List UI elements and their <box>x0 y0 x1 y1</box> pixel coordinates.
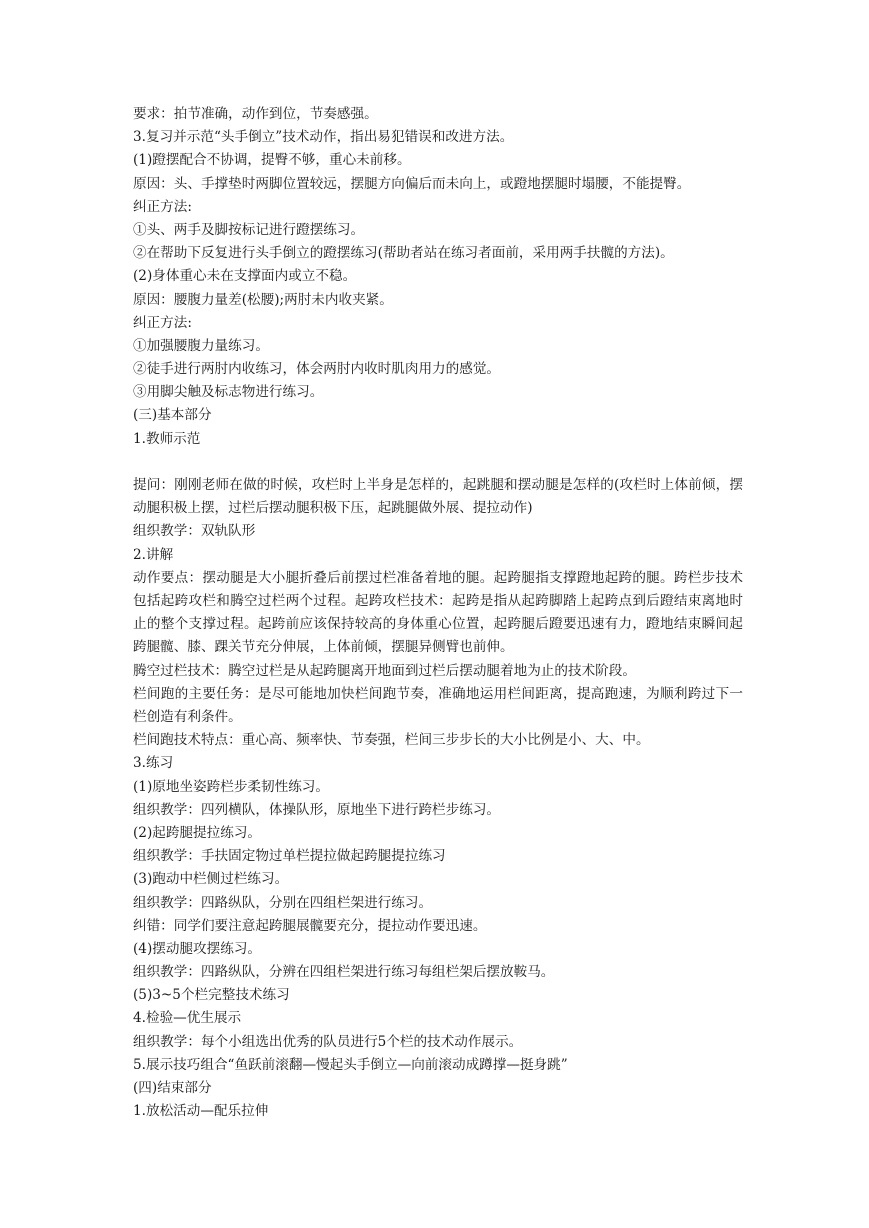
document-body <box>133 103 743 1123</box>
text-line: 栏间跑技术特点：重心高、频率快、节奏强，栏间三步步长的大小比例是小、大、中。 <box>133 732 650 749</box>
text-line: (3)跑动中栏侧过栏练习。 <box>133 871 289 888</box>
text-line: 组织教学：手扶固定物过单栏提拉做起跨腿提拉练习 <box>133 848 446 865</box>
text-line: (2)起跨腿提拉练习。 <box>133 824 262 841</box>
text-line: 1.放松活动—配乐拉伸 <box>133 1103 269 1120</box>
text-line: (1)蹬摆配合不协调，提臀不够，重心未前移。 <box>133 152 411 169</box>
text-line: 1.教师示范 <box>133 430 201 447</box>
text-line: (2)身体重心未在支撑面内或立不稳。 <box>133 268 357 285</box>
text-line: 纠错：同学们要注意起跨腿展髋要充分，提拉动作要迅速。 <box>133 917 487 934</box>
text-line: 2.讲解 <box>133 546 174 563</box>
text-line: 纠正方法: <box>133 314 192 331</box>
text-line: 腾空过栏技术：腾空过栏是从起跨腿离开地面到过栏后摆动腿着地为止的技术阶段。 <box>133 662 636 679</box>
text-line: (5)3~5个栏完整技术练习 <box>133 987 290 1004</box>
blank-line <box>133 451 743 474</box>
text-line: 组织教学：四路纵队，分辨在四组栏架进行练习每组栏架后摆放鞍马。 <box>133 964 555 981</box>
text-line: (三)基本部分 <box>133 407 212 424</box>
text-line: 5.展示技巧组合“鱼跃前滚翻—慢起头手倒立—向前滚动成蹲撑—挺身跳” <box>133 1056 568 1073</box>
text-line: 4.检验—优生展示 <box>133 1010 242 1027</box>
text-line: ③用脚尖触及标志物进行练习。 <box>133 384 324 401</box>
text-line: 原因：头、手撑垫时两脚位置较远，摆腿方向偏后而未向上，或蹬地摆腿时塌腰，不能提臀。 <box>133 175 691 192</box>
text-line: 纠正方法: <box>133 198 192 215</box>
text-line: (1)原地坐姿跨栏步柔韧性练习。 <box>133 778 329 795</box>
text-line: 要求：拍节准确，动作到位，节奏感强。 <box>133 106 378 122</box>
text-line: (4)摆动腿攻摆练习。 <box>133 940 262 957</box>
text-line: 组织教学：四路纵队，分别在四组栏架进行练习。 <box>133 894 433 911</box>
text-line: 3.复习并示范“头手倒立”技术动作，指出易犯错误和改进方法。 <box>133 129 514 146</box>
paragraph: 提问：刚刚老师在做的时候，攻栏时上半身是怎样的，起跳腿和摆动腿是怎样的(攻栏时上体前倾，摆动腿积极上摆，过栏后摆动腿积极下压，起跳腿做外展、提拉动作) <box>133 477 743 517</box>
text-line: 原因：腰腹力量差(松腰);两肘未内收夹紧。 <box>133 291 393 308</box>
text-line: ②徒手进行两肘内收练习，体会两肘内收时肌肉用力的感觉。 <box>133 361 501 378</box>
text-line: (四)结束部分 <box>133 1080 212 1096</box>
text-line: ②在帮助下反复进行头手倒立的蹬摆练习(帮助者站在练习者面前，采用两手扶髋的方法)。 <box>133 245 674 262</box>
text-line: 组织教学：每个小组选出优秀的队员进行5个栏的技术动作展示。 <box>133 1033 523 1050</box>
text-line: ①头、两手及脚按标记进行蹬摆练习。 <box>133 221 365 238</box>
paragraph: 栏间跑的主要任务：是尽可能地加快栏间跑节奏，准确地运用栏间距离，提高跑速，为顺利跨过下一栏创造有利条件。 <box>133 685 743 725</box>
text-line: 组织教学：四列横队，体操队形，原地坐下进行跨栏步练习。 <box>133 801 501 818</box>
text-line: 3.练习 <box>133 755 174 772</box>
text-line: ①加强腰腹力量练习。 <box>133 337 269 354</box>
text-line: 组织教学：双轨队形 <box>133 523 256 540</box>
paragraph: 动作要点：摆动腿是大小腿折叠后前摆过栏准备着地的腿。起跨腿指支撑蹬地起跨的腿。跨栏步技术包括起跨攻栏和腾空过栏两个过程。起跨攻栏技术：起跨是指从起跨脚踏上起跨点到后蹬结束离地时止的整个支撑过程。起跨前应该保持较高的身体重心位置，起跨腿后蹬要迅速有力，蹬地结束瞬间起跨腿髋、膝、踝关节充分伸展，上体前倾，摆腿异侧臂也前伸。 <box>133 569 743 656</box>
